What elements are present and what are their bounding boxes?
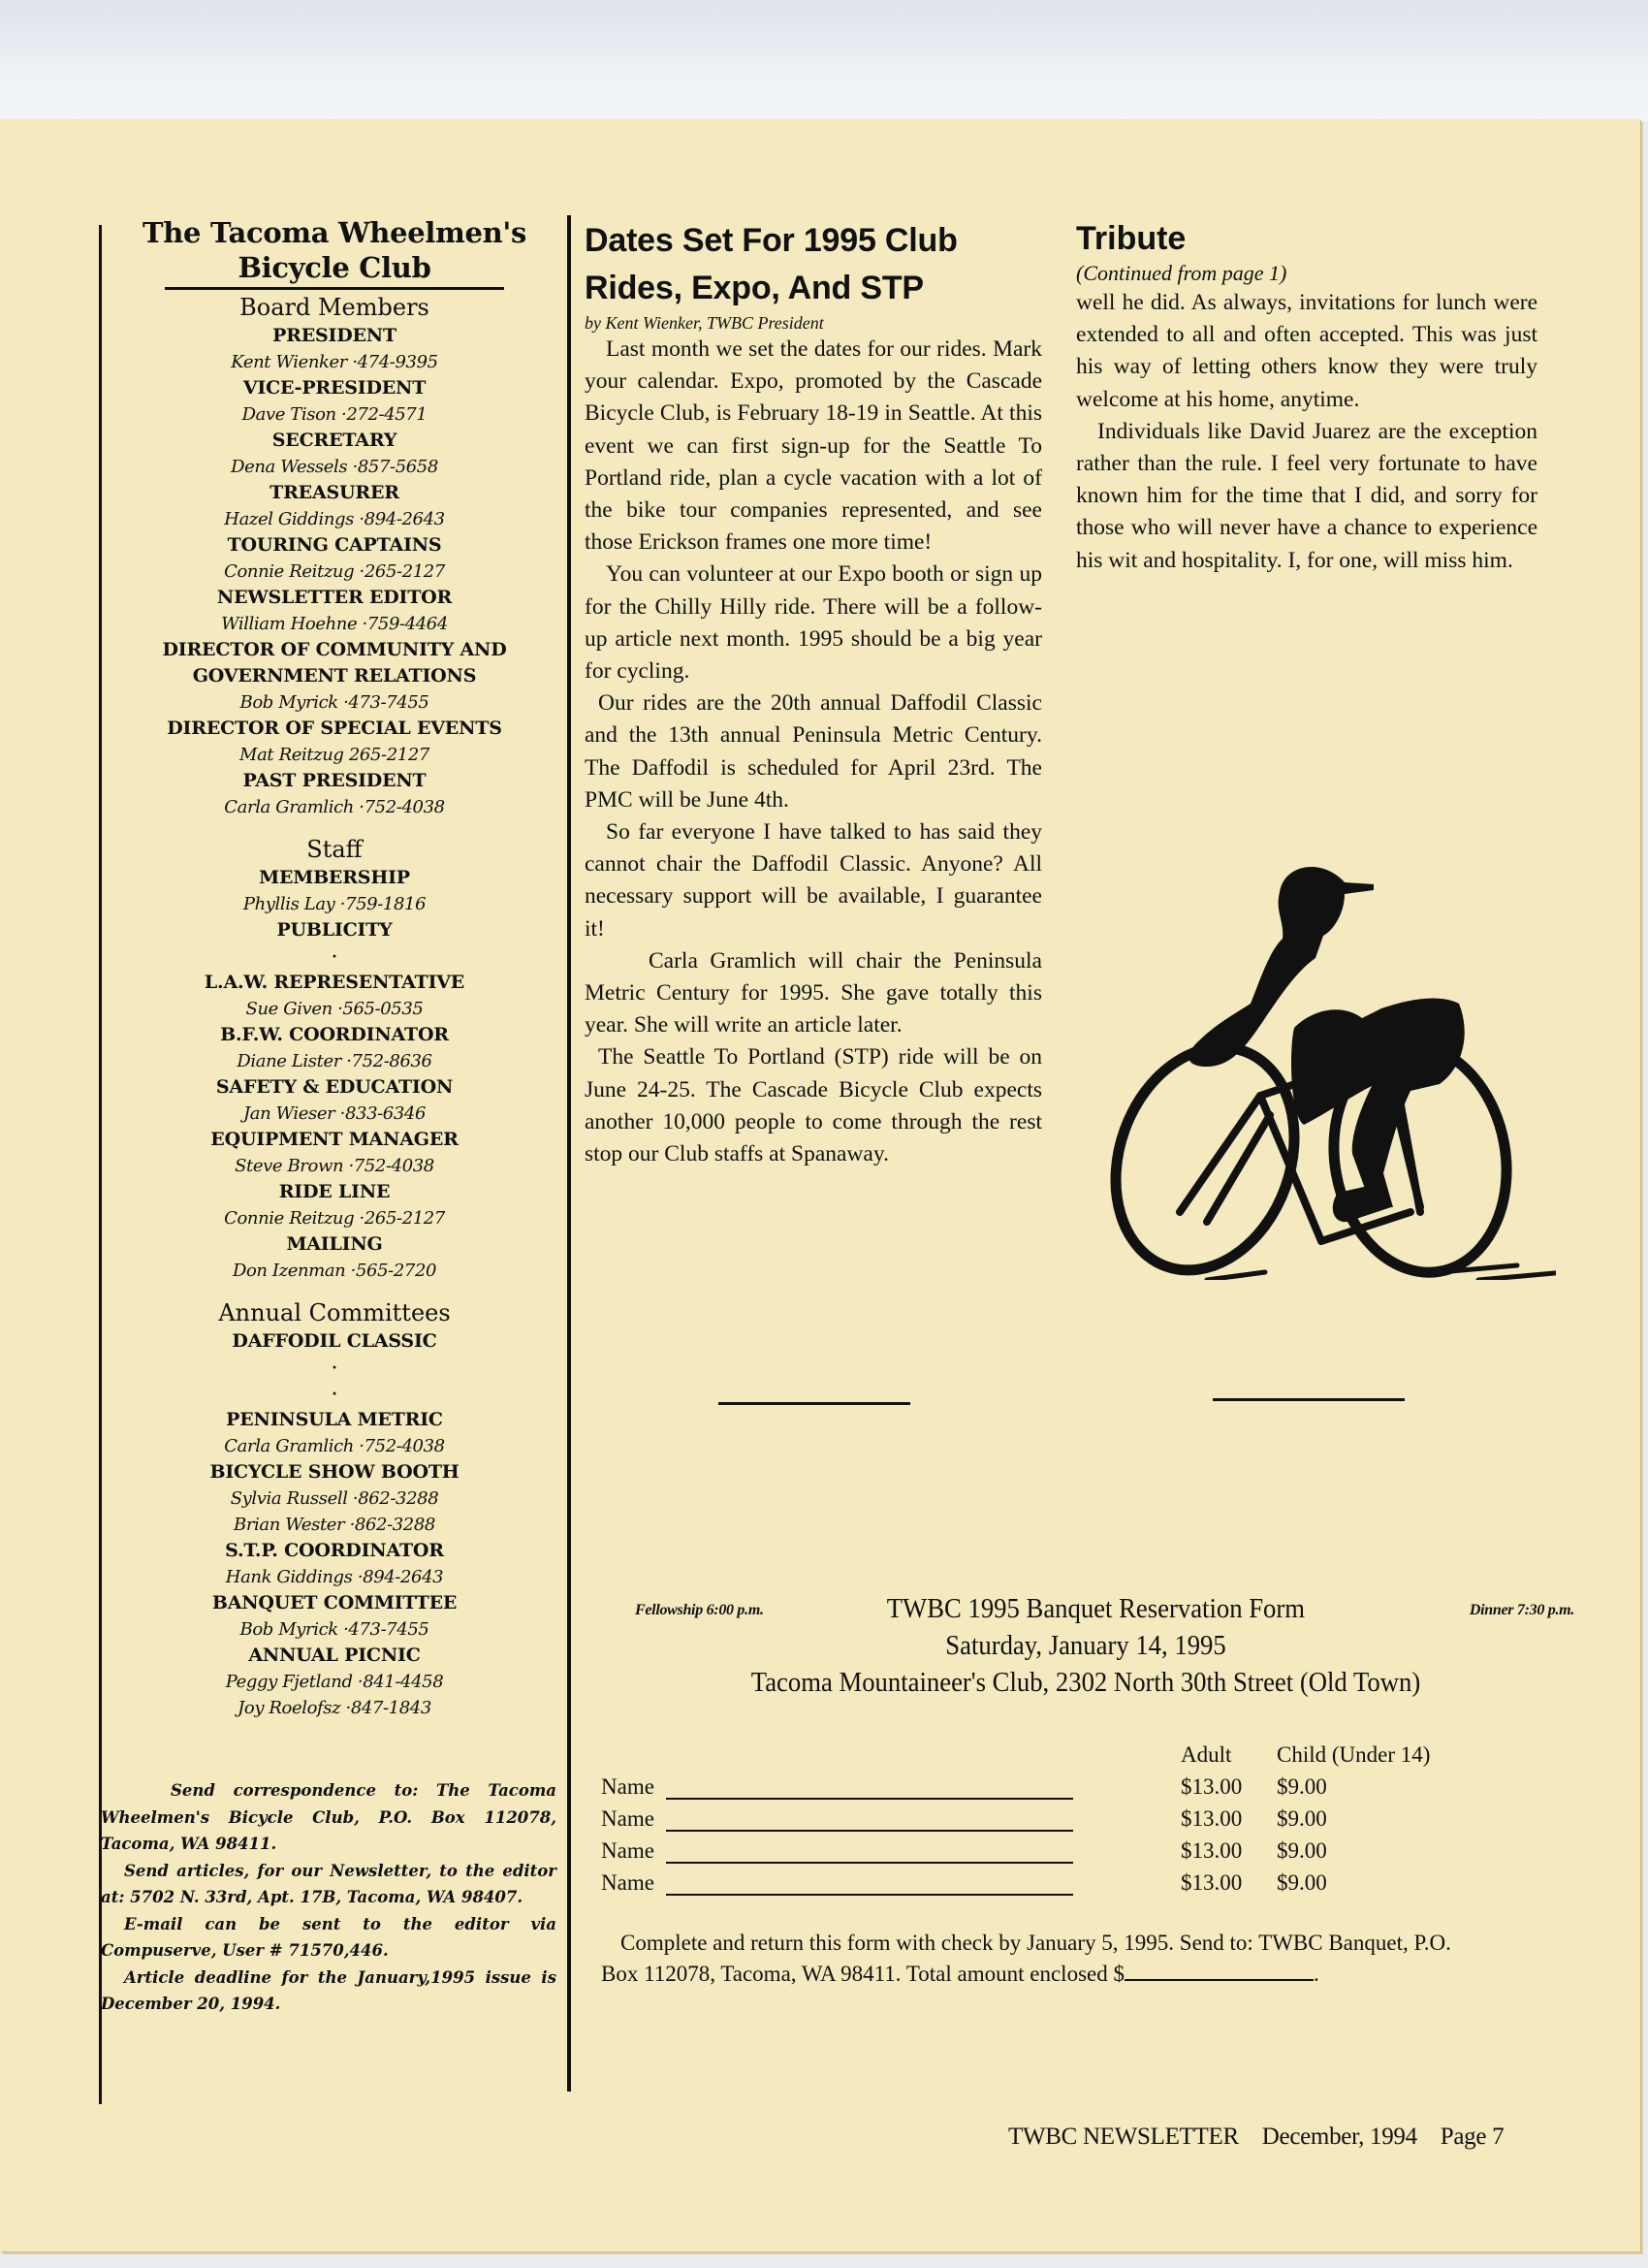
article-body (585, 334, 1042, 1170)
article-paragraph: So far everyone I have talked to has said they cannot chair the Daffodil Classic. Anyone? All necessary support will be available, I guarantee it! (585, 819, 1042, 942)
child-price: $9.00 (1277, 1838, 1327, 1863)
directory-role: RIDE LINE (278, 1181, 391, 1202)
tribute-headline: Tribute (1076, 220, 1187, 257)
tribute-paragraph: Individuals like David Juarez are the exception rather than the rule. I feel very fortunate to have known him for the time that I did, and sorry for those who will never have a chance to experience his wit and hospitality. I, for one, will miss him. (1076, 418, 1537, 573)
directory-person: Peggy Fjetland ·841-4458 (225, 1672, 444, 1692)
directory-person: Sylvia Russell ·862-3288 (230, 1488, 439, 1509)
committee-list (101, 1328, 568, 1721)
name-input[interactable] (666, 1894, 1073, 1896)
directory-person: Joy Roelofsz ·847-1843 (238, 1698, 431, 1718)
child-column-header: Child (Under 14) (1277, 1742, 1431, 1767)
reservation-row (601, 1806, 1570, 1838)
directory-role: TREASURER (269, 482, 399, 503)
directory-role: PUBLICITY (276, 919, 393, 941)
reservation-instructions (601, 1928, 1609, 1990)
directory-role: NEWSLETTER EDITOR (216, 587, 453, 608)
footer-page-number: Page 7 (1440, 2124, 1505, 2150)
name-input[interactable] (666, 1862, 1073, 1864)
directory-role: DIRECTOR OF COMMUNITY AND GOVERNMENT RELATIONS (162, 639, 507, 687)
article-tribute (1076, 217, 1537, 577)
reservation-row (601, 1838, 1570, 1870)
board-list (101, 323, 568, 820)
name-label: Name (601, 1838, 654, 1863)
articles-note: Send articles, for our Newsletter, to the editor at: 5702 N. 33rd, Apt. 17B, Tacoma, WA 98407. (101, 1861, 556, 1906)
directory-role: SAFETY & EDUCATION (215, 1076, 454, 1098)
adult-price: $13.00 (1181, 1870, 1243, 1895)
directory-role: BANQUET COMMITTEE (211, 1592, 458, 1613)
banquet-location: Tacoma Mountaineer's Club, 2302 North 30th Street (Old Town) (750, 1667, 1421, 1698)
rider-silhouette (1188, 867, 1464, 1222)
fellowship-time: Fellowship 6:00 p.m. (635, 1602, 764, 1618)
article-end-rule (718, 1402, 910, 1405)
directory-person: Hazel Giddings ·894-2643 (224, 509, 445, 529)
vacant-position-marker: · (331, 1358, 337, 1377)
article-paragraph: Last month we set the dates for our rides. Mark your calendar. Expo, promoted by the Cascade Bicycle Club, is February 18-19 in Seattle. At this event we can first sign-up for the Seattle To Portland ride, plan a cycle vacation with a lot of the bike tour companies represented, and see those Erickson frames one more time! (585, 336, 1042, 556)
name-label: Name (601, 1806, 654, 1831)
adult-price: $13.00 (1181, 1806, 1243, 1831)
staff-heading: Staff (306, 836, 363, 863)
footer-date: December, 1994 (1261, 2124, 1417, 2150)
banquet-title: TWBC 1995 Banquet Reservation Form (886, 1593, 1305, 1624)
directory-role: EQUIPMENT MANAGER (210, 1129, 459, 1150)
total-amount-field[interactable] (1125, 1960, 1314, 1981)
directory-role: B.F.W. COORDINATOR (220, 1024, 449, 1045)
page-footer (1008, 2124, 1521, 2151)
club-title-line2: Bicycle Club (165, 250, 503, 290)
instructions-end: . (1313, 1962, 1319, 1986)
directory-person: Mat Reitzug 265-2127 (239, 745, 429, 765)
tribute-paragraph: well he did. As always, invitations for lunch were extended to all and often accepted. This was just his way of letting others know they were truly welcome at his home, anytime. (1076, 290, 1537, 412)
reservation-table (601, 1742, 1570, 1902)
name-label: Name (601, 1774, 654, 1799)
article-paragraph: Our rides are the 20th annual Daffodil Classic and the 13th annual Peninsula Metric Century. The Daffodil is scheduled for April 23rd. The PMC will be June 4th. (585, 690, 1042, 813)
instructions-line1: Complete and return this form with check by January 5, 1995. Send to: TWBC Banquet, P.O. (620, 1931, 1451, 1955)
reservation-header-row (601, 1742, 1570, 1774)
adult-price: $13.00 (1181, 1774, 1243, 1799)
club-title-line1: The Tacoma Wheelmen's (142, 216, 527, 249)
continued-note: (Continued from page 1) (1076, 261, 1287, 285)
banquet-header (601, 1590, 1574, 1627)
directory-role: PRESIDENT (272, 325, 396, 346)
directory-person: Carla Gramlich ·752-4038 (224, 797, 445, 817)
directory-role: PAST PRESIDENT (242, 770, 427, 791)
directory-person: William Hoehne ·759-4464 (221, 614, 448, 634)
board-heading: Board Members (239, 294, 429, 321)
directory-role: MAILING (286, 1233, 383, 1255)
vacant-position-marker: · (331, 946, 337, 966)
club-title (101, 215, 568, 292)
dinner-time: Dinner 7:30 p.m. (1469, 1602, 1574, 1618)
reservation-entries (601, 1774, 1570, 1902)
committees-heading: Annual Committees (218, 1299, 451, 1326)
directory-person: Hank Giddings ·894-2643 (225, 1567, 444, 1587)
child-price: $9.00 (1277, 1806, 1327, 1831)
article-dates-set (585, 217, 1042, 1170)
directory-role: VICE-PRESIDENT (242, 377, 427, 399)
email-note: E-mail can be sent to the editor via Compuserve, User # 71570,446. (101, 1914, 556, 1960)
article-byline: by Kent Wienker, TWBC President (585, 313, 824, 333)
directory-person: Dave Tison ·272-4571 (241, 404, 428, 425)
article-headline: Dates Set For 1995 Club Rides, Expo, And STP (585, 222, 958, 306)
ground-lines (1207, 1265, 1556, 1280)
instructions-text: Box 112078, Tacoma, WA 98411. Total amount enclosed $ (601, 1962, 1125, 1986)
scanner-background (0, 0, 1648, 121)
article-paragraph: Carla Gramlich will chair the Peninsula Metric Century for 1995. She gave totally this year. She will write an article later. (585, 947, 1042, 1038)
directory-person: Phyllis Lay ·759-1816 (242, 894, 427, 914)
reservation-row (601, 1870, 1570, 1902)
staff-list (101, 865, 568, 1284)
article-paragraph: The Seattle To Portland (STP) ride will be on June 24-25. The Cascade Bicycle Club expects another 10,000 people to come through the rest stop our Club staffs at Spanaway. (585, 1044, 1042, 1167)
banquet-date: Saturday, January 14, 1995 (945, 1630, 1226, 1661)
reservation-row (601, 1774, 1570, 1806)
directory-role: BICYCLE SHOW BOOTH (209, 1461, 460, 1483)
directory-person: Brian Wester ·862-3288 (234, 1515, 435, 1535)
instructions-line2 (601, 1959, 1609, 1990)
cyclist-illustration (1091, 824, 1556, 1280)
directory-role: MEMBERSHIP (259, 867, 410, 888)
article-paragraph: You can volunteer at our Expo booth or sign up for the Chilly Hilly ride. There will be a follow-up article next month. 1995 should be a big year for cycling. (585, 561, 1042, 685)
directory-person: Diane Lister ·752-8636 (237, 1051, 432, 1071)
tribute-body (1076, 287, 1537, 577)
directory-person: Connie Reitzug ·265-2127 (224, 1208, 445, 1229)
correspondence-note: Send correspondence to: The Tacoma Wheelmen's Bicycle Club, P.O. Box 112078, Tacoma, WA 98411. (101, 1781, 556, 1853)
directory-person: Jan Wieser ·833-6346 (242, 1103, 427, 1124)
tribute-end-rule (1213, 1398, 1405, 1401)
name-label: Name (601, 1870, 654, 1895)
directory-role: DAFFODIL CLASSIC (232, 1330, 437, 1352)
directory-role: SECRETARY (271, 430, 397, 451)
directory-role: DIRECTOR OF SPECIAL EVENTS (167, 718, 502, 739)
child-price: $9.00 (1277, 1870, 1327, 1895)
vacant-position-marker: · (331, 1384, 337, 1403)
directory-person: Connie Reitzug ·265-2127 (224, 561, 445, 582)
name-input[interactable] (666, 1798, 1073, 1800)
directory-person: Carla Gramlich ·752-4038 (224, 1436, 445, 1456)
contact-notes (101, 1777, 556, 2018)
directory-person: Steve Brown ·752-4038 (235, 1156, 434, 1176)
name-input[interactable] (666, 1830, 1073, 1832)
directory-role: TOURING CAPTAINS (227, 534, 442, 556)
directory-person: Kent Wienker ·474-9395 (231, 352, 438, 372)
directory-role: ANNUAL PICNIC (248, 1645, 421, 1666)
directory-person: Sue Given ·565-0535 (245, 999, 424, 1019)
directory-person: Don Izenman ·565-2720 (232, 1261, 437, 1281)
adult-column-header: Adult (1181, 1742, 1232, 1767)
directory-person: Bob Myrick ·473-7455 (239, 692, 429, 713)
club-directory (101, 215, 568, 1721)
directory-person: Bob Myrick ·473-7455 (239, 1619, 429, 1640)
footer-publication: TWBC NEWSLETTER (1008, 2124, 1239, 2150)
directory-person: Dena Wessels ·857-5658 (231, 457, 438, 477)
child-price: $9.00 (1277, 1774, 1327, 1799)
directory-role: L.A.W. REPRESENTATIVE (204, 972, 465, 993)
banquet-reservation-form (601, 1590, 1574, 1701)
adult-price: $13.00 (1181, 1838, 1243, 1863)
directory-role: S.T.P. COORDINATOR (225, 1540, 444, 1561)
deadline-note: Article deadline for the January,1995 issue is December 20, 1994. (101, 1967, 556, 2013)
directory-role: PENINSULA METRIC (226, 1409, 443, 1430)
